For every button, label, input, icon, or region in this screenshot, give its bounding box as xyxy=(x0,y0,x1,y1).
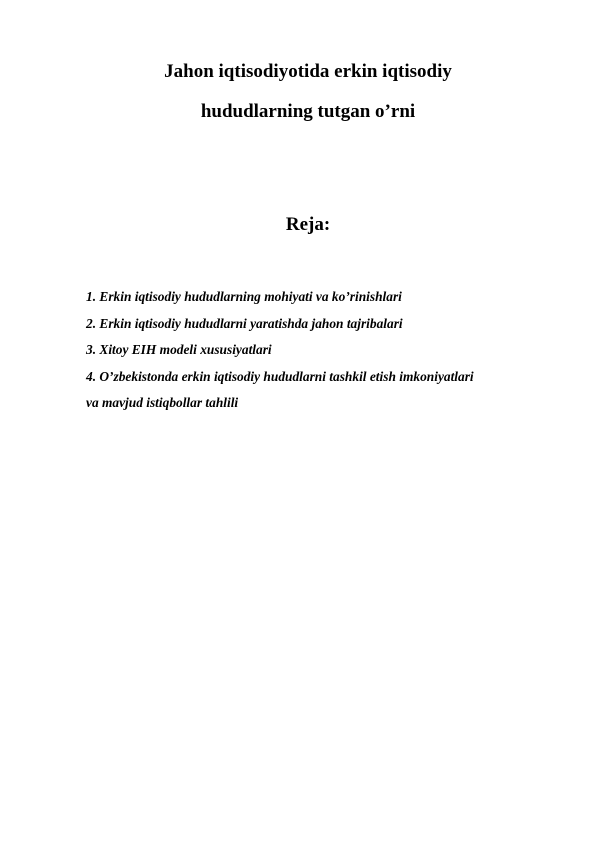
plan-heading: Reja: xyxy=(285,214,331,235)
document-title-line-2: hududlarning tutgan o’rni xyxy=(200,101,416,122)
plan-list xyxy=(86,284,566,417)
plan-item-4: 4. O’zbekistonda erkin iqtisodiy hududlarni tashkil etish imkoniyatlari xyxy=(86,368,474,384)
document-title-line-1: Jahon iqtisodiyotida erkin iqtisodiy xyxy=(164,61,452,82)
plan-item-1: 1. Erkin iqtisodiy hududlarning mohiyati va ko’rinishlari xyxy=(86,289,402,304)
plan-item-4-continuation: va mavjud istiqbollar tahlili xyxy=(86,395,239,410)
plan-item-3: 3. Xitoy EIH modeli xususiyatlari xyxy=(86,342,272,357)
plan-item-2: 2. Erkin iqtisodiy hududlarni yaratishda jahon tajribalari xyxy=(86,315,403,331)
